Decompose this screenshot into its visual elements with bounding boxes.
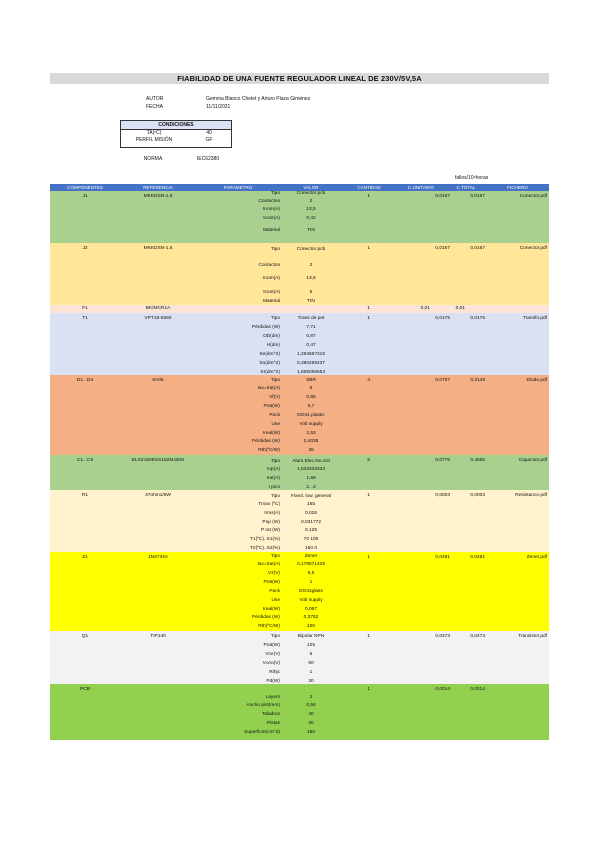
parameter-cell: Irms(A)	[264, 511, 280, 516]
parameter-cell: Pd(W)	[266, 679, 280, 684]
total-cost-cell: 0,0481	[470, 555, 485, 560]
parameter-cell: Pack	[269, 413, 280, 418]
quantity-cell: 1	[367, 246, 370, 251]
parameter-cell: Sr(dm^2)	[260, 370, 280, 375]
parameter-cell: H(dm)	[266, 343, 280, 348]
component-cell: T1	[82, 316, 88, 321]
table-row	[50, 455, 549, 490]
parameter-cell: Inom(A)	[262, 276, 280, 281]
parameter-cell: Tmax (ºC)	[258, 502, 280, 507]
value-cell: 60	[308, 661, 314, 666]
table-header	[50, 184, 549, 191]
value-cell: 155	[306, 502, 315, 507]
column-header: CANTIDAD	[357, 185, 381, 190]
condition-key: PERFIL MISIÓN	[135, 137, 173, 143]
value-cell: DO41glass	[299, 589, 323, 594]
value-cell: 13,5	[306, 276, 316, 281]
value-cell: 160	[306, 730, 315, 735]
quantity-cell: 1	[367, 634, 370, 639]
value-cell: 125	[306, 643, 315, 648]
value-cell: DO41 plastic	[297, 413, 325, 418]
component-cell: F1	[82, 306, 88, 311]
value-cell: 5,6	[307, 571, 315, 576]
date-value: 11/11/2021	[206, 104, 231, 110]
condition-key: TA(ºC)	[146, 130, 162, 136]
parameter-cell: Rthjc	[269, 670, 280, 675]
table-row	[50, 243, 549, 305]
value-cell: 1,533333333	[296, 467, 325, 472]
value-cell: 2	[309, 695, 313, 700]
parameter-cell: Pérdidas (W)	[252, 325, 280, 330]
value-cell: Volt supply	[299, 598, 323, 603]
file-cell: Transfo.pdf	[522, 316, 547, 321]
parameter-cell: Layers	[265, 695, 280, 700]
parameter-cell: Contactos	[258, 199, 280, 204]
value-cell: TIN	[307, 299, 315, 304]
file-cell: Capacitor.pdf	[518, 458, 547, 463]
parameter-cell: Se(dm^2)	[259, 352, 280, 357]
reference-cell: 6A05	[152, 378, 164, 383]
parameter-cell: Use	[271, 422, 280, 427]
reference-cell: VPT18-5560	[144, 316, 172, 321]
value-cell: Fixed, low, general	[291, 494, 331, 499]
parameter-cell: Tipo	[270, 316, 280, 321]
parameter-cell: Pop (W)	[262, 520, 280, 525]
parameter-cell: P rat (W)	[260, 528, 280, 533]
quantity-cell: 1	[367, 316, 370, 321]
parameter-cell: Vf(V)	[269, 395, 280, 400]
column-header: REFERENCIA	[143, 185, 173, 190]
reference-cell: BK/MCR1A	[145, 306, 171, 311]
unit-cost-cell: 0,0776	[435, 458, 450, 463]
total-cost-cell: 0,01	[455, 306, 465, 311]
file-cell: Conector.pdf	[519, 246, 547, 251]
total-cost-cell: 0,0167	[470, 246, 485, 251]
unit-cost-cell: 0,0175	[435, 316, 450, 321]
reference-cell: TIP140	[150, 634, 166, 639]
unit-cost-cell: 0,01	[420, 306, 430, 311]
reference-cell: MKKDSN-1.5	[143, 246, 173, 251]
parameter-cell: Taladros	[261, 712, 280, 717]
parameter-cell: OD(dm)	[262, 334, 280, 339]
component-cell: Z1	[82, 555, 88, 560]
value-cell: Bipolar NPN	[297, 634, 325, 639]
value-cell: 5,7	[307, 404, 315, 409]
parameter-cell: T1(ºC)..S1(%)	[249, 537, 280, 542]
quantity-cell: 1	[367, 493, 370, 498]
conditions-header: CONDICIONES	[121, 121, 231, 130]
value-cell: 1	[309, 670, 313, 675]
file-cell: Diode.pdf	[526, 378, 547, 383]
value-cell: 0,95	[306, 395, 316, 400]
value-cell: 0,3752	[303, 615, 319, 620]
condition-row	[121, 136, 231, 144]
quantity-cell: 1	[367, 194, 370, 199]
parameter-cell: Contactos	[258, 263, 280, 268]
quantity-cell: 1	[367, 687, 370, 692]
parameter-cell: Tipo	[270, 494, 280, 499]
parameter-cell: I pico	[268, 485, 280, 490]
parameter-cell: Inom(A)	[262, 207, 280, 212]
total-cost-cell: 0,0014	[470, 687, 485, 692]
quantity-cell: 4	[367, 378, 370, 383]
value-cell: 0,42	[306, 216, 316, 221]
value-cell: 30	[308, 679, 314, 684]
value-cell: 40	[308, 712, 314, 717]
component-cell: PCB	[80, 687, 90, 692]
parameter-cell: Iav=Irat(A)	[257, 562, 280, 567]
value-cell: 150 0	[304, 546, 317, 551]
parameter-cell: Pérdidas (W)	[252, 615, 280, 620]
units-note: fallos/10⁹horas	[455, 175, 489, 181]
parameter-cell: Vceo(V)	[262, 661, 280, 666]
parameter-cell: T2(ºC)..S2(%)	[249, 546, 280, 551]
parameter-cell: Prat(W)	[263, 580, 280, 585]
condition-value: 40	[206, 130, 212, 136]
parameter-cell: Rth(ºC/W)	[258, 624, 280, 629]
value-cell: 1,69	[306, 476, 316, 481]
file-cell: Zener.pdf	[526, 555, 547, 560]
value-cell: 35	[308, 448, 314, 453]
value-cell: Volt supply	[299, 422, 323, 427]
column-header: VALOR	[303, 185, 319, 190]
parameter-cell: Icont(A)	[263, 216, 280, 221]
column-header: C TOTAL	[456, 185, 476, 190]
parameter-cell: Superficie(cm^2)	[244, 730, 280, 735]
parameter-cell: Prat(W)	[263, 643, 280, 648]
parameter-cell: Tipo	[270, 554, 280, 559]
file-cell: Conector.pdf	[519, 194, 547, 199]
parameter-cell: Tipo	[270, 247, 280, 252]
reference-cell: MKKDSN-1.5	[143, 194, 173, 199]
value-cell: 0,87	[306, 334, 316, 339]
value-cell: Alum.Elec.No.Sol	[292, 459, 330, 464]
table-row	[50, 191, 549, 243]
parameter-cell: Iav=Irat(A)	[257, 386, 280, 391]
unit-cost-cell: 0,0787	[435, 378, 450, 383]
parameter-cell: Ancho pist(mm)	[246, 703, 280, 708]
table-row	[50, 375, 549, 455]
value-cell: 0,026	[304, 511, 317, 516]
component-cell: Q1	[81, 634, 89, 639]
parameter-cell: Vce(V)	[265, 652, 280, 657]
table-row	[50, 305, 549, 313]
value-cell: 6	[309, 652, 313, 657]
condition-key: NORMA	[143, 156, 163, 162]
unit-cost-cell: 0,0481	[435, 555, 450, 560]
column-header: COMPONENTES	[67, 185, 103, 190]
quantity-cell: 1	[367, 306, 370, 311]
value-cell: 30	[308, 721, 314, 726]
table-row	[50, 313, 549, 375]
author-value: Gemma Blanco Chelet y Arturo Plaza Giménez	[206, 96, 311, 102]
parameter-cell: Tipo	[270, 634, 280, 639]
parameter-cell: Pack	[269, 589, 280, 594]
parameter-cell: Ireal(W)	[262, 431, 280, 436]
table-row	[50, 490, 549, 552]
component-cell: J1	[82, 194, 88, 199]
column-header: FICHERO	[507, 185, 528, 190]
value-cell: Zener	[304, 554, 318, 559]
condition-row	[120, 155, 230, 163]
parameter-cell: Prat(W)	[263, 404, 280, 409]
total-cost-cell: 0,0167	[470, 194, 485, 199]
unit-cost-cell: 0,0473	[435, 634, 450, 639]
parameter-cell: Icont(A)	[263, 290, 280, 295]
total-cost-cell: 0,0003	[470, 493, 485, 498]
table-row	[50, 684, 549, 740]
condition-value: IEC62380	[196, 156, 220, 162]
value-cell: 13,5	[306, 207, 316, 212]
value-cell: 70 100	[303, 537, 319, 542]
conditions-box	[120, 120, 232, 148]
reference-cell: ELXZ160ESS152MJ30S	[131, 458, 185, 463]
parameter-cell: Rth(ºC/W)	[258, 448, 280, 453]
file-cell: Transistor.pdf	[518, 634, 547, 639]
value-cell: 0,031772	[300, 520, 321, 525]
total-cost-cell: 0,3148	[470, 378, 485, 383]
value-cell: 2,4035	[303, 439, 319, 444]
total-cost-cell: 0,0175	[470, 316, 485, 321]
parameter-cell: Tipo	[270, 378, 280, 383]
value-cell: 1,284597216	[296, 352, 325, 357]
value-cell: 5	[309, 290, 313, 295]
value-cell: 2	[309, 199, 313, 204]
parameter-cell: Tipo	[270, 191, 280, 196]
parameter-cell: Tipo	[270, 459, 280, 464]
quantity-cell: 1	[367, 555, 370, 560]
condition-value: GF	[205, 137, 213, 143]
value-cell: Trans de pot	[297, 316, 325, 321]
table-row	[50, 552, 549, 631]
parameter-cell: Irat(A)	[266, 476, 280, 481]
component-cell: J2	[82, 246, 88, 251]
date-label: FECHA	[146, 104, 163, 110]
parameter-cell: Iop(A)	[266, 467, 280, 472]
unit-cost-cell: 0,0167	[435, 194, 450, 199]
component-cell: R1	[81, 493, 89, 498]
component-cell: D1...D4	[76, 378, 94, 383]
value-cell: 100	[306, 624, 315, 629]
value-cell: 1	[309, 580, 313, 585]
column-header: PARAMETRO	[223, 185, 253, 190]
value-cell: TIN	[307, 228, 315, 233]
column-header: C UNITARIO	[407, 185, 435, 190]
value-cell: 0,380459437	[296, 361, 325, 366]
value-cell: 0,47	[306, 343, 316, 348]
page-title: FIABILIDAD DE UNA FUENTE REGULADOR LINEAL DE 230V/5V,5A	[50, 73, 549, 84]
parameter-cell: Ireal(W)	[262, 607, 280, 612]
value-cell: 0,56	[306, 703, 316, 708]
total-cost-cell: 0,4656	[470, 458, 485, 463]
author-label: AUTOR	[146, 96, 164, 102]
table-row	[50, 631, 549, 684]
file-cell: Resistance.pdf	[515, 493, 547, 498]
total-cost-cell: 0,0473	[470, 634, 485, 639]
component-cell: C1...C6	[76, 458, 94, 463]
parameter-cell: Pérdidas (W)	[252, 439, 280, 444]
value-cell: 1,665056653	[296, 370, 325, 375]
parameter-cell: So(dm^2)	[259, 361, 280, 366]
value-cell: 0,067	[304, 607, 317, 612]
value-cell: SBR	[306, 378, 316, 383]
reference-cell: 1N4734A	[147, 555, 168, 560]
value-cell: Conector pcb	[296, 247, 326, 252]
unit-cost-cell: 0,0003	[435, 493, 450, 498]
reference-cell: 47ohm1/8W	[145, 493, 171, 498]
value-cell: 0,178571429	[296, 562, 325, 567]
unit-cost-cell: 0,0167	[435, 246, 450, 251]
value-cell: 2,53	[306, 431, 316, 436]
value-cell: 2...3	[306, 485, 316, 490]
unit-cost-cell: 0,0014	[435, 687, 450, 692]
value-cell: 6	[309, 386, 313, 391]
parameter-cell: Material	[262, 228, 280, 233]
parameter-cell: Pistas	[266, 721, 280, 726]
value-cell: 7,71	[306, 325, 316, 330]
value-cell: 0,125	[304, 528, 317, 533]
parameter-cell: Material	[262, 299, 280, 304]
parameter-cell: Use	[271, 598, 280, 603]
quantity-cell: 6	[367, 458, 370, 463]
value-cell: Conector pcb	[296, 191, 326, 196]
value-cell: 2	[309, 263, 313, 268]
parameter-cell: Vz(V)	[268, 571, 280, 576]
